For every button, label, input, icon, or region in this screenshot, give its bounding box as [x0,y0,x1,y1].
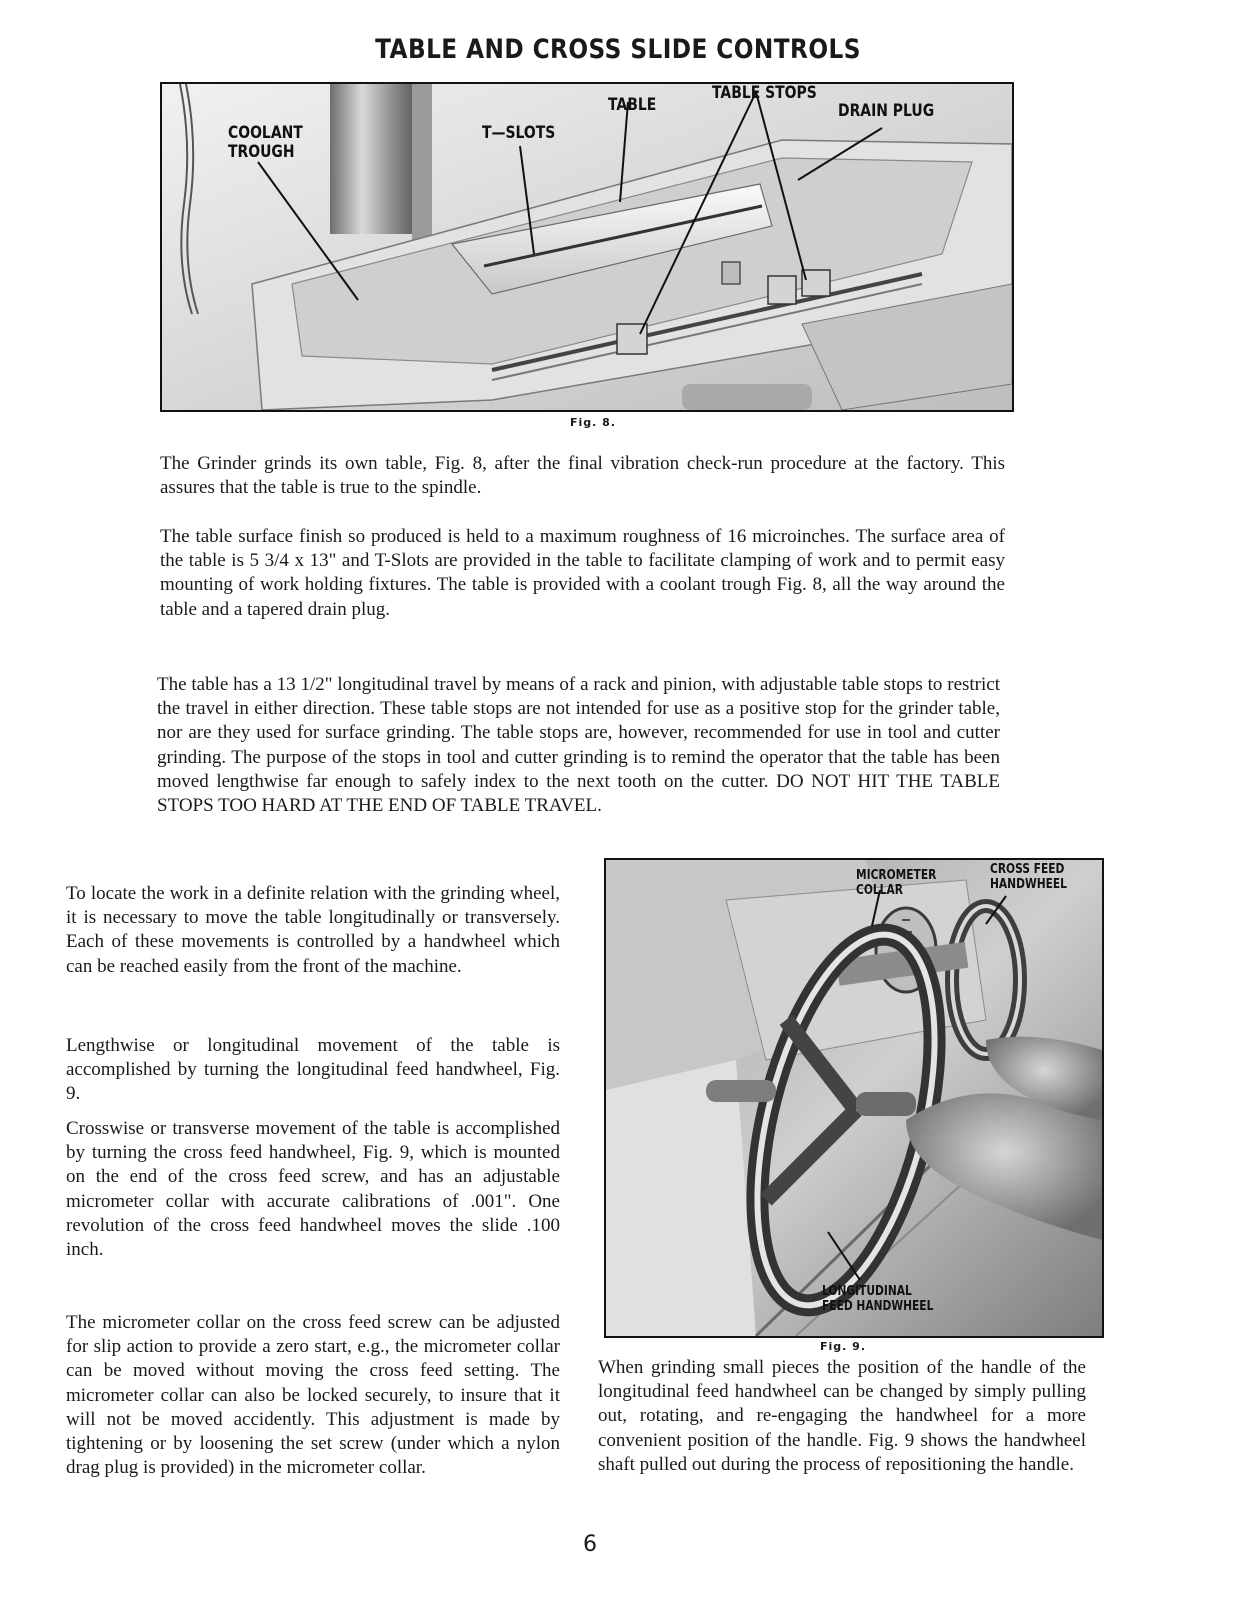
page-title: TABLE AND CROSS SLIDE CONTROLS [375,34,861,65]
callout-longitudinal-feed-handwheel: LONGITUDINAL FEED HANDWHEEL [822,1284,934,1314]
figure-8-caption: Fig. 8. [570,416,616,429]
handwheel-photo-illustration [606,860,1102,1336]
paragraph-locate-work: To locate the work in a definite relation with the grinding wheel, it is necessary to move the table longitudinally or transversely. Each of these movements is controlled by a handwheel which can be reached easily from the front of the machine. [66,883,560,977]
callout-table: TABLE [608,95,657,115]
callout-table-stops: TABLE STOPS [712,83,817,103]
callout-coolant-trough: COOLANT TROUGH [228,123,303,162]
callout-micrometer-collar: MICROMETER COLLAR [856,868,937,898]
paragraph-lengthwise-movement: Lengthwise or longitudinal movement of the table is accomplished by turning the longitudinal feed handwheel, Fig. 9. [66,1035,560,1105]
paragraph-micrometer-collar: The micrometer collar on the cross feed screw can be adjusted for slip action to provide a zero start, e.g., the micrometer collar can be moved without moving the cross feed setting. The micrometer collar can also be locked securely, to insure that it will not be moved accidently. This adjustment is made by tightening or by loosening the set screw (under which a nylon drag plug is provided) in the micrometer collar. [66,1312,560,1479]
figure-8-photo [160,82,1014,412]
paragraph-longitudinal-travel: The table has a 13 1/2" longitudinal travel by means of a rack and pinion, with adjustable table stops to restrict the travel in either direction. These table stops are not intended for use as a positive stop for the grinder table, nor are they used for surface grinding. The table stops are, however, recommended for use in tool and cutter grinding. The purpose of the stops in tool and cutter grinding is to remind the operator that the table has been moved lengthwise far enough to safely index to the next tooth on the cutter. DO NOT HIT THE TABLE STOPS TOO HARD AT THE END OF TABLE TRAVEL. [157,674,1000,817]
figure-9-caption: Fig. 9. [820,1340,866,1353]
paragraph-table-grinding: The Grinder grinds its own table, Fig. 8, after the final vibration check-run procedure at the factory. This assures that the table is true to the spindle. [160,453,1005,499]
figure-9-photo [604,858,1104,1338]
paragraph-crosswise-movement: Crosswise or transverse movement of the table is accomplished by turning the cross feed handwheel, Fig. 9, which is mounted on the end of the cross feed screw, and has an adjustable micrometer collar with accurate calibrations of .001". One revolution of the cross feed handwheel moves the slide .100 inch. [66,1118,560,1261]
paragraph-small-pieces: When grinding small pieces the position of the handle of the longitudinal feed handwheel can be changed by simply pulling out, rotating, and re-engaging the handwheel for a more convenient position of the handle. Fig. 9 shows the handwheel shaft pulled out during the process of repositioning the handle. [598,1357,1086,1475]
callout-cross-feed-handwheel: CROSS FEED HANDWHEEL [990,862,1067,892]
page-number: 6 [583,1532,597,1557]
paragraph-surface-finish: The table surface finish so produced is held to a maximum roughness of 16 microinches. The surface area of the table is 5 3/4 x 13" and T-Slots are provided in the table to facilitate clamping of work and to permit easy mounting of work holding fixtures. The table is provided with a coolant trough Fig. 8, all the way around the table and a tapered drain plug. [160,526,1005,620]
callout-drain-plug: DRAIN PLUG [838,101,935,121]
callout-t-slots: T—SLOTS [482,123,556,143]
